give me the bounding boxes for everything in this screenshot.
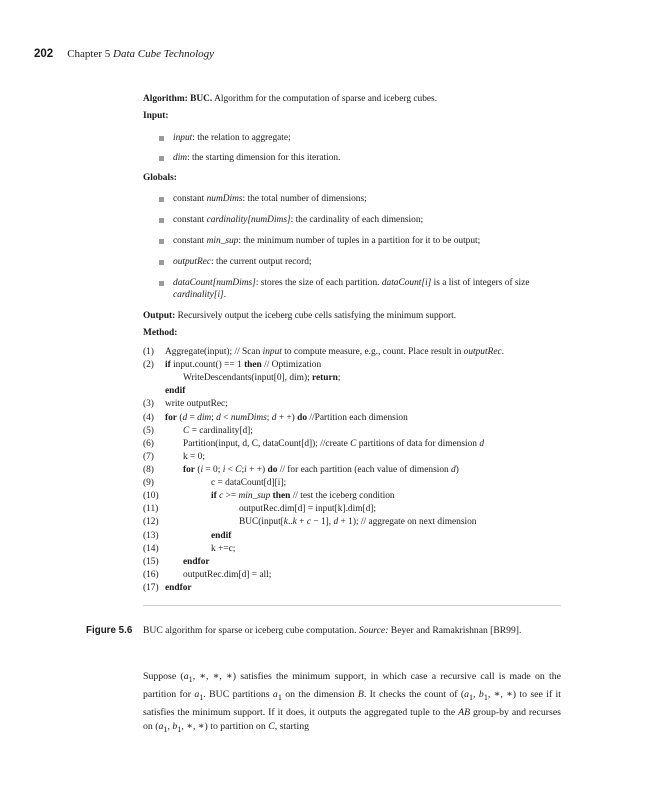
code-line: (3) write outputRec; [143, 399, 228, 410]
code-line: (17) endfor [143, 582, 192, 593]
output-line: Output: Recursively output the iceberg cube cells satisfying the minimum support. [143, 311, 457, 321]
code-line: (2) if input.count() == 1 then // Optimization [143, 360, 322, 371]
code-line: (5) C = cardinality[d]; [143, 425, 253, 436]
input-item: dim: the starting dimension for this iteration. [143, 152, 563, 164]
global-item: constant numDims: the total number of dimensions; [143, 193, 563, 205]
globals-heading: Globals: [143, 173, 177, 183]
code-line: (14) k +=c; [143, 543, 236, 554]
global-item: constant cardinality[numDims]: the cardinality of each dimension; [143, 214, 563, 226]
caption-text: BUC algorithm for sparse or iceberg cube computation. Source: Beyer and Ramakrishnan [BR99]. [143, 625, 522, 636]
code-line: (4) for (d = dim; d < numDims; d + +) do //Partition each dimension [143, 412, 408, 423]
code-line: (16) outputRec.dim[d] = all; [143, 569, 272, 580]
code-line: (12) BUC(input[k..k + c − 1], d + 1); // aggregate on next dimension [143, 517, 477, 528]
code-line: (15) endfor [143, 556, 210, 567]
chapter-title: Data Cube Technology [113, 48, 215, 60]
code-line: (6) Partition(input, d, C, dataCount[d]); //create C partitions of data for dimension d [143, 438, 485, 449]
code-line: (1) Aggregate(input); // Scan input to compute measure, e.g., count. Place result in outputRec. [143, 347, 504, 357]
method-heading: Method: [143, 328, 178, 338]
code-line: (13) endif [143, 530, 232, 541]
code-line: (11) outputRec.dim[d] = input[k].dim[d]; [143, 504, 377, 515]
input-item: input: the relation to aggregate; [143, 132, 563, 144]
figure-label: Figure 5.6 [86, 625, 133, 636]
code-line: (8) for (i = 0; i < C;i + +) do // for each partition (each value of dimension d) [143, 464, 459, 475]
code-line: endif [165, 386, 186, 397]
code-line: (7) k = 0; [143, 451, 205, 462]
chapter-label: Chapter 5 [67, 48, 111, 60]
figure-divider [143, 605, 561, 606]
global-item: dataCount[numDims]: stores the size of each partition. dataCount[i] is a list of integers of size cardinality[i]. [143, 277, 563, 301]
method-code [143, 346, 504, 595]
algorithm-box [143, 93, 563, 339]
input-heading: Input: [143, 111, 169, 121]
body-paragraph: Suppose ($a_1$, ∗, ∗, ∗) satisfies the minimum support, in which case a recursive call is made on the partition for $a_1$. BUC partitions $a_1$ on the dimension B. It checks the count of ($a_1$, $b_1$, ∗, ∗) to see if it satisfies the minimum support. If it does, it outputs the aggregated tuple to the AB group-by and recurses on ($a_1$, $b_1$, ∗, ∗) to partition on C, starting [143, 671, 561, 735]
global-item: outputRec: the current output record; [143, 256, 563, 268]
page-number: 202 [34, 48, 54, 60]
code-line: (9) c = dataCount[d][i]; [143, 478, 287, 489]
figure-caption [86, 624, 562, 637]
global-item: constant min_sup: the minimum number of tuples in a partition for it to be output; [143, 235, 563, 247]
code-line: (10) if c >= min_sup then // test the iceberg condition [143, 491, 395, 502]
code-line: WriteDescendants(input[0], dim); return; [183, 373, 341, 384]
algorithm-title: Algorithm: BUC. Algorithm for the computation of sparse and iceberg cubes. [143, 94, 438, 104]
page-header [34, 48, 214, 60]
